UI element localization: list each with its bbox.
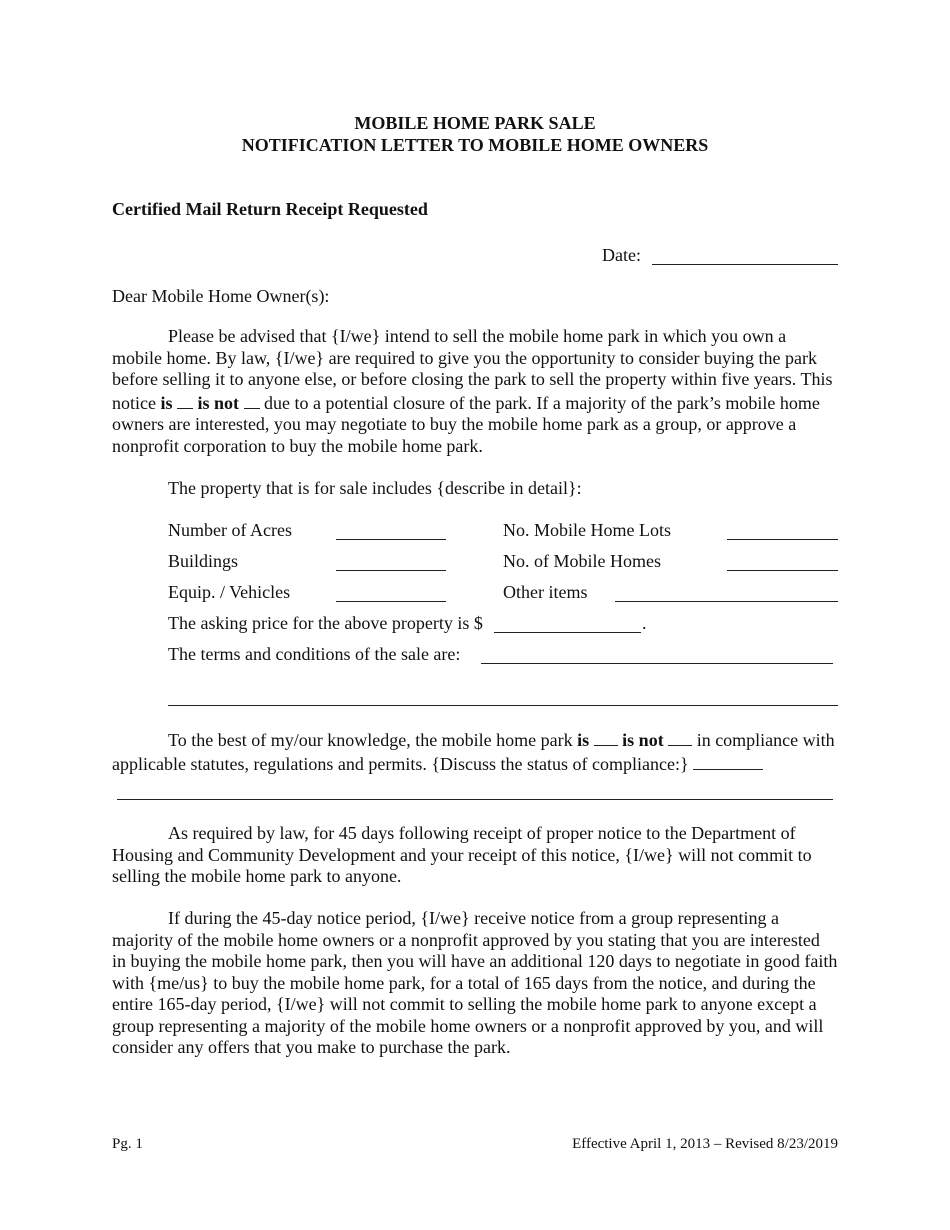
asking-price-period: . [642,613,647,633]
compliance-is-not-option: is not [622,730,664,750]
property-intro: The property that is for sale includes {describe in detail}: [168,478,582,498]
equip-label: Equip. / Vehicles [168,582,291,602]
certified-mail-heading: Certified Mail Return Receipt Requested [112,199,428,219]
acres-blank[interactable] [336,539,446,540]
intro-text-2: due to a potential closure of the park. If a majority of the park’s mobile home owners are interested, you may negotiate to buy the mobile home park as a group, or approve a nonprofit corporation to buy the mobile home park. [112,392,820,456]
other-label: Other items [503,582,588,602]
buildings-label: Buildings [168,551,239,571]
other-blank[interactable] [615,601,838,602]
is-blank[interactable] [177,391,193,409]
acres-label: Number of Acres [168,520,292,540]
title-line-1: MOBILE HOME PARK SALE [354,113,596,133]
compliance-text-1: To the best of my/our knowledge, the mobile home park [168,730,578,750]
terms-blank[interactable] [481,663,833,664]
homes-label: No. of Mobile Homes [503,551,661,571]
intro-paragraph [112,326,838,457]
notice-period-text: If during the 45-day notice period, {I/we} receive notice from a group representing a majority of the mobile home owners or a nonprofit approved by you stating that you are interested in buying the mobile home park, then you will have an additional 120 days to negotiate in good faith with {me/us} to buy the mobile home park, for a total of 165 days from the notice, and during the entire 165-day period, {I/we} will not commit to selling the mobile home park to anyone except a group representing a majority of the mobile home owners or a nonprofit approved by you, and will consider any offers that you make to purchase the park. [112,908,838,1057]
salutation: Dear Mobile Home Owner(s): [112,286,330,306]
notice-period-paragraph [112,908,838,1059]
forty-five-day-paragraph [112,823,838,888]
compliance-is-not-blank[interactable] [668,728,692,746]
compliance-paragraph [112,728,838,775]
is-not-blank[interactable] [244,391,260,409]
compliance-is-option: is [577,730,590,750]
intro-text-1: Please be advised that {I/we} intend to sell the mobile home park in which you own a mobile home. By law, {I/we} are required to give you the opportunity to consider buying the park before selling it to anyone else, or before closing the park to sell the property within five years. This notice [112,326,833,413]
asking-price-blank[interactable] [494,632,641,633]
effective-date: Effective April 1, 2013 – Revised 8/23/2019 [572,1136,838,1152]
compliance-is-blank[interactable] [594,728,618,746]
is-not-option: is not [197,392,240,413]
date-blank[interactable] [652,264,838,265]
buildings-blank[interactable] [336,570,446,571]
lots-blank[interactable] [727,539,838,540]
terms-label: The terms and conditions of the sale are: [168,644,461,664]
lots-label: No. Mobile Home Lots [503,520,671,540]
date-label: Date: [602,245,641,265]
terms-blank-2[interactable] [168,705,838,706]
compliance-text-2: in compliance with applicable statutes, regulations and permits. {Discuss the status of compliance:} [112,730,835,774]
compliance-blank-line[interactable] [117,799,833,800]
equip-blank[interactable] [336,601,446,602]
page-number: Pg. 1 [112,1136,143,1152]
title-line-2: NOTIFICATION LETTER TO MOBILE HOME OWNERS [241,135,709,155]
asking-price-label: The asking price for the above property is $ [168,613,483,633]
is-option: is [160,392,173,413]
compliance-status-blank[interactable] [693,752,763,770]
homes-blank[interactable] [727,570,838,571]
forty-five-day-text: As required by law, for 45 days following receipt of proper notice to the Department of Housing and Community Development and your receipt of this notice, {I/we} will not commit to selling the mobile home park to anyone. [112,823,812,886]
